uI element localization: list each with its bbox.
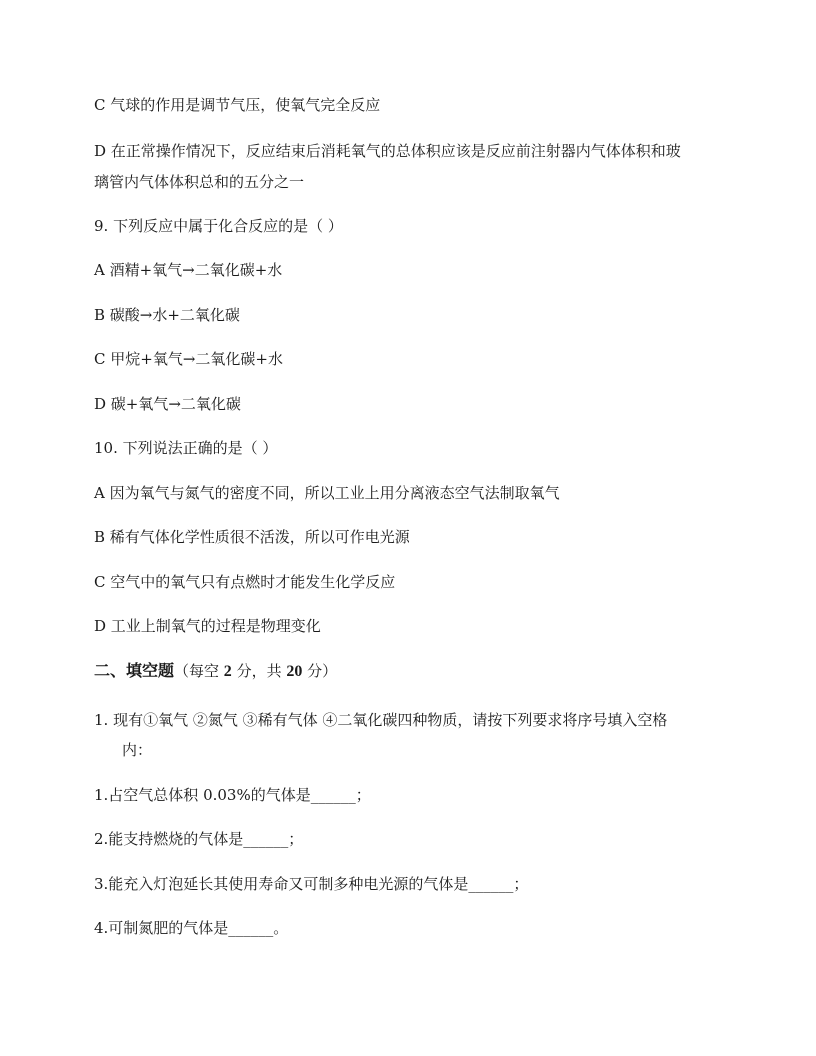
fill-item-2: 2.能支持燃烧的气体是______； [94, 830, 304, 848]
q9-option-c: C 甲烷+氧气→二氧化碳+水 [94, 350, 283, 368]
q9-stem: 9. 下列反应中属于化合反应的是（ ） [94, 217, 343, 235]
q9-option-b: B 碳酸→水+二氧化碳 [94, 306, 240, 324]
q9-option-d: D 碳+氧气→二氧化碳 [94, 395, 241, 413]
q8-option-c: C 气球的作用是调节气压，使氧气完全反应 [94, 96, 381, 114]
section-title: 二、填空题 [94, 661, 175, 680]
fill-q1-stem-line1: 1. 现有①氧气 ②氮气 ③稀有气体 ④二氧化碳四种物质，请按下列要求将序号填入空格 [94, 711, 668, 729]
q10-option-c: C 空气中的氧气只有点燃时才能发生化学反应 [94, 573, 396, 591]
section-heading [94, 661, 337, 682]
q8-option-d-line2: 璃管内气体体积总和的五分之一 [94, 173, 305, 191]
fill-item-4: 4.可制氮肥的气体是______。 [94, 919, 289, 937]
section-note-close: 分） [302, 662, 338, 680]
section-note-open: （每空 [174, 662, 224, 680]
fill-item-3: 3.能充入灯泡延长其使用寿命又可制多种电光源的气体是______； [94, 875, 529, 893]
q9-option-a: A 酒精+氧气→二氧化碳+水 [94, 261, 283, 279]
points-each: 2 [223, 663, 232, 680]
fill-item-1: 1.占空气总体积 0.03%的气体是______； [94, 786, 371, 804]
fill-q1-stem-line2: 内： [122, 741, 153, 759]
q10-stem: 10. 下列说法正确的是（ ） [94, 439, 278, 457]
q10-option-d: D 工业上制氧气的过程是物理变化 [94, 617, 321, 635]
section-note-mid: 分，共 [231, 662, 287, 680]
q10-option-a: A 因为氧气与氮气的密度不同，所以工业上用分离液态空气法制取氧气 [94, 484, 560, 502]
q10-option-b: B 稀有气体化学性质很不活泼，所以可作电光源 [94, 528, 410, 546]
q8-option-d-line1: D 在正常操作情况下，反应结束后消耗氧气的总体积应该是反应前注射器内气体体积和玻 [94, 142, 681, 160]
points-total: 20 [286, 663, 303, 680]
